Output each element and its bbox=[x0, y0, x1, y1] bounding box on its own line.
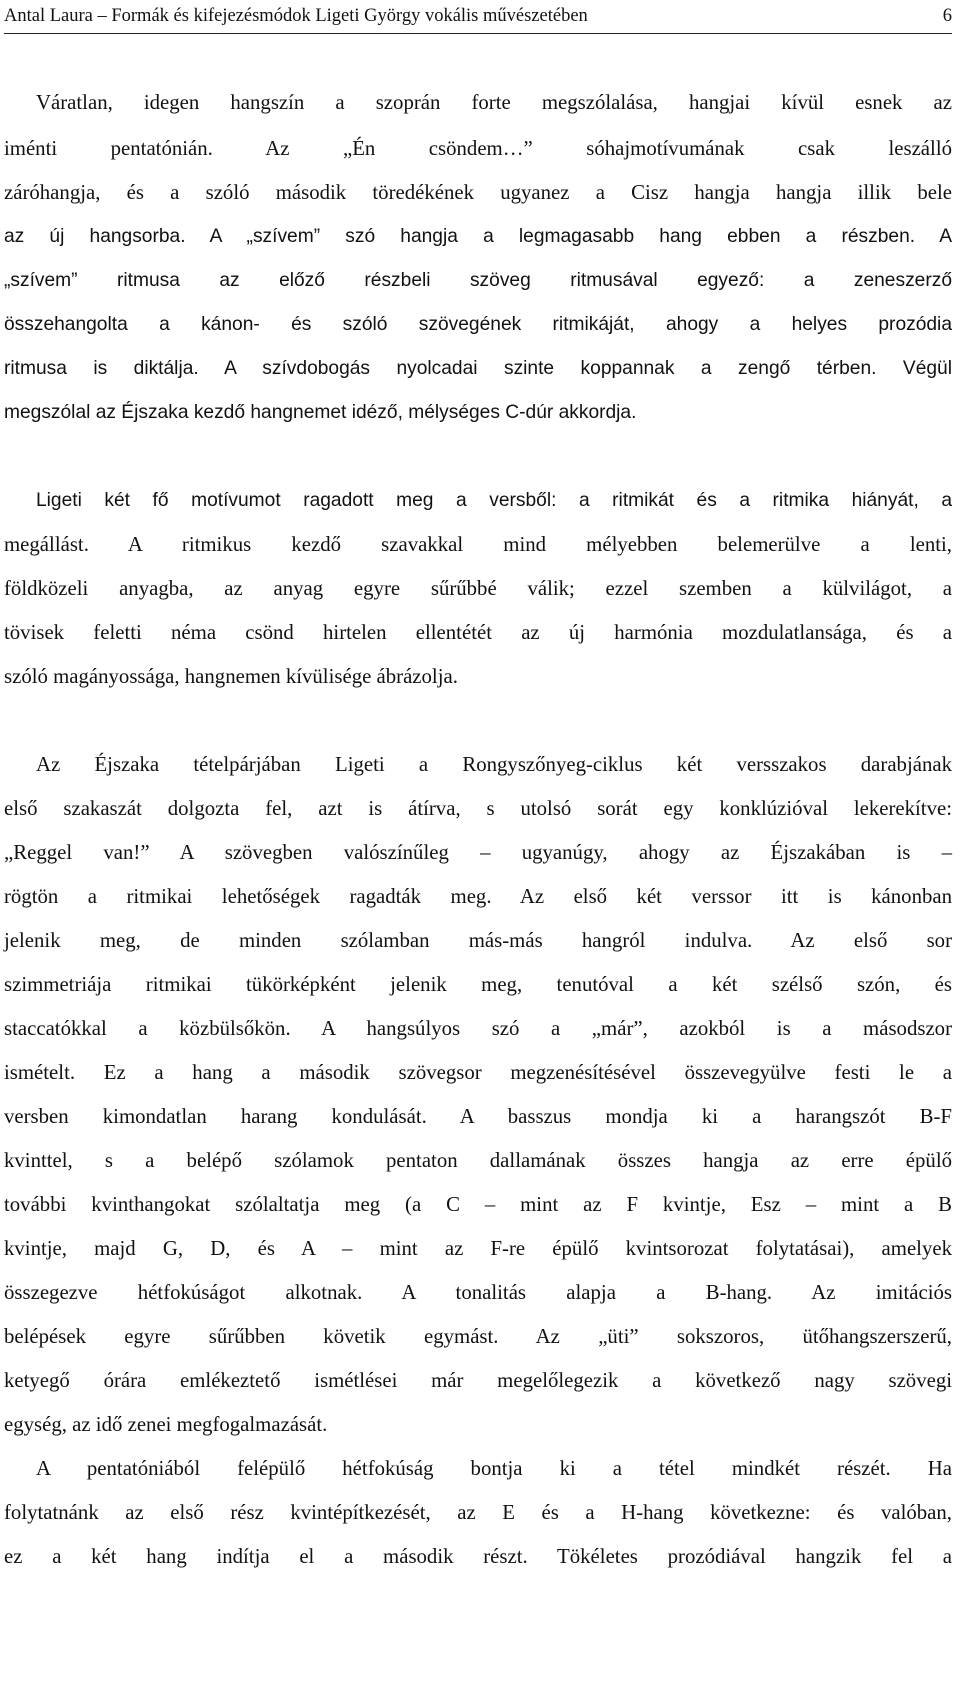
paragraph-3-line-6: szimmetriája ritmikai tükörképként jelenik meg, tenutóval a két szélső szón, és bbox=[4, 973, 952, 996]
paragraph-3-line-1: Az Éjszaka tételpárjában Ligeti a Rongyszőnyeg-ciklus két versszakos darabjának bbox=[36, 753, 952, 776]
paragraph-1-line-7: ritmusa is diktálja. A szívdobogás nyolcadai szinte koppannak a zengő térben. Végül bbox=[4, 358, 952, 379]
paragraph-1-line-4: az új hangsorba. A „szívem” szó hangja a legmagasabb hang ebben a részben. A bbox=[4, 226, 952, 247]
paragraph-3-line-16: egység, az idő zenei megfogalmazását. bbox=[4, 1413, 328, 1436]
paragraph-2-line-4: tövisek feletti néma csönd hirtelen ellentétét az új harmónia mozdulatlansága, és a bbox=[4, 621, 952, 644]
paragraph-3-line-9: versben kimondatlan harang kondulását. A basszus mondja ki a harangszót B-F bbox=[4, 1105, 952, 1128]
paragraph-3-line-15: ketyegő órára emlékeztető ismétlései már megelőlegezik a következő nagy szövegi bbox=[4, 1369, 952, 1392]
paragraph-1-line-5: „szívem” ritmusa az előző részbeli szöveg ritmusával egyező: a zeneszerző bbox=[4, 270, 952, 291]
paragraph-3-line-4: rögtön a ritmikai lehetőségek ragadták meg. Az első két verssor itt is kánonban bbox=[4, 885, 952, 908]
paragraph-3-line-11: további kvinthangokat szólaltatja meg (a C – mint az F kvintje, Esz – mint a B bbox=[4, 1193, 952, 1216]
paragraph-1-line-1: Váratlan, idegen hangszín a szoprán forte megszólalása, hangjai kívül esnek az bbox=[36, 91, 952, 114]
paragraph-1-line-2: iménti pentatónián. Az „Én csöndem…” sóhajmotívumának csak leszálló bbox=[4, 137, 952, 160]
paragraph-3-line-2: első szakaszát dolgozta fel, azt is átírva, s utolsó sorát egy konklúzióval lekerekítve: bbox=[4, 797, 952, 820]
paragraph-1-line-3: záróhangja, és a szóló második töredékének ugyanez a Cisz hangja hangja illik bele bbox=[4, 181, 952, 204]
paragraph-4-line-1: A pentatóniából felépülő hétfokúság bontja ki a tétel mindkét részét. Ha bbox=[36, 1457, 952, 1480]
paragraph-2-line-3: földközeli anyagba, az anyag egyre sűrűbbé válik; ezzel szemben a külvilágot, a bbox=[4, 577, 952, 600]
header-rule bbox=[4, 33, 952, 34]
header-title: Antal Laura – Formák és kifejezésmódok Ligeti György vokális művészetében bbox=[4, 6, 588, 26]
paragraph-3-line-5: jelenik meg, de minden szólamban más-más hangról indulva. Az első sor bbox=[4, 929, 952, 952]
paragraph-4-line-2: folytatnánk az első rész kvintépítkezését, az E és a H-hang következne: és valóban, bbox=[4, 1501, 952, 1524]
paragraph-2-line-1: Ligeti két fő motívumot ragadott meg a versből: a ritmikát és a ritmika hiányát, a bbox=[36, 490, 952, 511]
paragraph-3-line-8: ismételt. Ez a hang a második szövegsor megzenésítésével összevegyülve festi le a bbox=[4, 1061, 952, 1084]
paragraph-3-line-3: „Reggel van!” A szövegben valószínűleg – ugyanúgy, ahogy az Éjszakában is – bbox=[4, 841, 952, 864]
paragraph-3-line-14: belépések egyre sűrűbben követik egymást. Az „üti” sokszoros, ütőhangszerszerű, bbox=[4, 1325, 952, 1348]
paragraph-3-line-7: staccatókkal a közbülsőkön. A hangsúlyos szó a „már”, azokból is a másodszor bbox=[4, 1017, 952, 1040]
paragraph-1-line-8: megszólal az Éjszaka kezdő hangnemet idéző, mélységes C-dúr akkordja. bbox=[4, 402, 637, 423]
paragraph-2-line-5: szóló magányossága, hangnemen kívülisége ábrázolja. bbox=[4, 665, 458, 688]
paragraph-2-line-2: megállást. A ritmikus kezdő szavakkal mind mélyebben belemerülve a lenti, bbox=[4, 533, 952, 556]
paragraph-3-line-13: összegezve hétfokúságot alkotnak. A tonalitás alapja a B-hang. Az imitációs bbox=[4, 1281, 952, 1304]
paragraph-3-line-12: kvintje, majd G, D, és A – mint az F-re épülő kvintsorozat folytatásai), amelyek bbox=[4, 1237, 952, 1260]
paragraph-1-line-6: összehangolta a kánon- és szóló szövegének ritmikáját, ahogy a helyes prozódia bbox=[4, 314, 952, 335]
paragraph-4-line-3: ez a két hang indítja el a második részt. Tökéletes prozódiával hangzik fel a bbox=[4, 1545, 952, 1568]
paragraph-3-line-10: kvinttel, s a belépő szólamok pentaton dallamának összes hangja az erre épülő bbox=[4, 1149, 952, 1172]
page-number: 6 bbox=[942, 6, 952, 26]
